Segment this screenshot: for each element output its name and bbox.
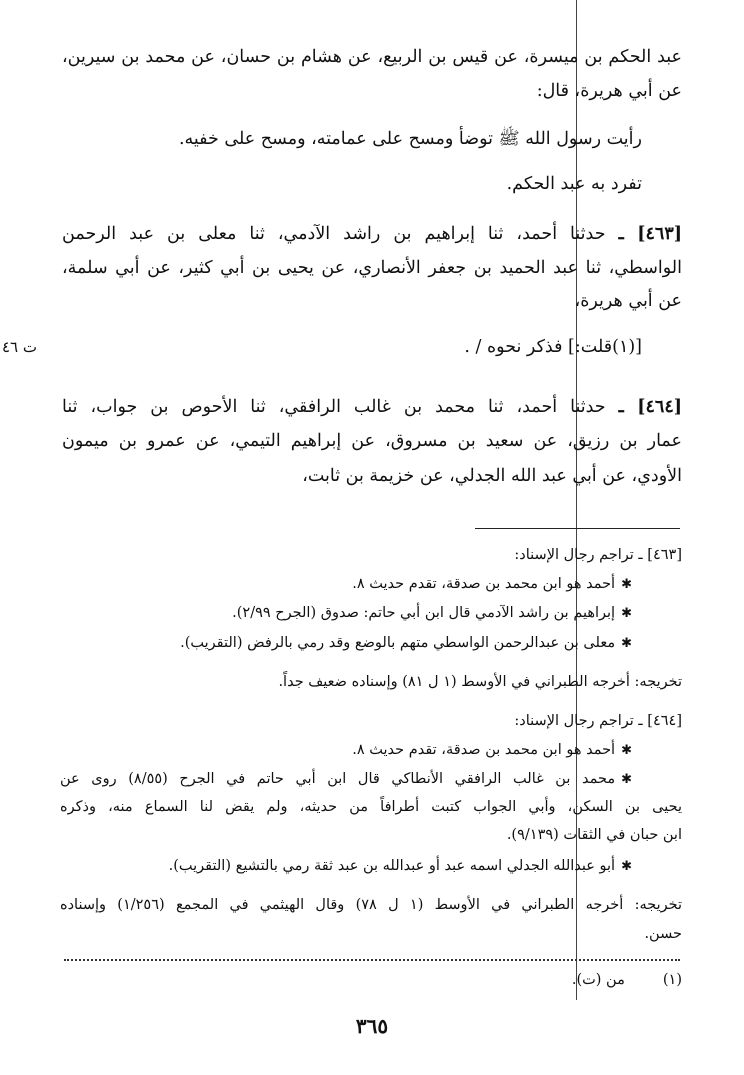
bullet-icon: ✱ bbox=[621, 577, 632, 592]
footnote-464-item-2-cont: يحيى بن السكن، وأبي الجواب كتبت أطرافاً من حديثه، ولم يقض لنا السماع منه، وذكره bbox=[60, 799, 682, 815]
bullet-icon: ✱ bbox=[621, 743, 632, 758]
footnote-464-takhrij: تخريجه: أخرجه الطبراني في الأوسط (١ ل ٧٨) وقال الهيثمي في المجمع (١/٢٥٦) وإسناده bbox=[60, 897, 683, 913]
footnote-464-item-1: ✱أحمد هو ابن محمد بن صدقة، تقدم حديث ٨. bbox=[352, 742, 632, 758]
footnote-464-item-2: ✱محمد بن غالب الرافقي الأنطاكي قال ابن أبي حاتم في الجرح (٨/٥٥) روى عن bbox=[60, 771, 633, 787]
footnote-1-number: (١) bbox=[662, 972, 682, 988]
bullet-icon: ✱ bbox=[621, 859, 632, 874]
bullet-icon: ✱ bbox=[621, 606, 632, 621]
text-line-1: عبد الحكم بن ميسرة، عن قيس بن الربيع، عن هشام بن حسان، عن محمد بن سيرين، bbox=[62, 47, 682, 67]
text-line-4: تفرد به عبد الحكم. bbox=[506, 174, 642, 194]
footnote-464-takhrij-end: حسن. bbox=[644, 926, 682, 942]
footnote-463-item-3: ✱معلى بن عبدالرحمن الواسطي متهم بالوضع وقد رمي بالرفض (التقريب). bbox=[180, 635, 632, 651]
footnote-463-takhrij: تخريجه: أخرجه الطبراني في الأوسط (١ ل ٨١) وإسناده ضعيف جداً. bbox=[278, 674, 682, 690]
footnote-464-heading: [٤٦٤] ـ تراجم رجال الإسناد: bbox=[514, 713, 682, 729]
bullet-icon: ✱ bbox=[621, 772, 633, 787]
hadith-463-isnad: حدثنا أحمد، ثنا إبراهيم بن راشد الآدمي، ثنا معلى بن عبد الرحمن bbox=[62, 224, 606, 244]
hadith-464-line-3: الأودي، عن أبي عبد الله الجدلي، عن خزيمة بن ثابت، bbox=[302, 466, 682, 486]
footnote-463-item-1: ✱أحمد هو ابن محمد بن صدقة، تقدم حديث ٨. bbox=[352, 576, 632, 592]
hadith-463-line-1 bbox=[62, 223, 682, 245]
footnote-463-item-2: ✱إبراهيم بن راشد الآدمي قال ابن أبي حاتم: صدوق (الجرح ٢/٩٩). bbox=[232, 605, 632, 621]
footnote-dotted-separator bbox=[64, 959, 680, 961]
margin-note: ت ٤٦ bbox=[2, 338, 38, 356]
bullet-icon: ✱ bbox=[621, 636, 632, 651]
footnote-1-text: من (ت). bbox=[571, 972, 625, 988]
footnote-1 bbox=[572, 970, 682, 990]
page-number: ٣٦٥ bbox=[355, 1014, 389, 1038]
footnote-separator bbox=[475, 528, 680, 529]
hadith-number-464: [٤٦٤] ـ bbox=[618, 397, 682, 417]
hadith-464-isnad: حدثنا أحمد، ثنا محمد بن غالب الرافقي، ثنا الأحوص بن جواب، ثنا bbox=[62, 397, 606, 417]
hadith-463-line-2: الواسطي، ثنا عبد الحميد بن جعفر الأنصاري، عن يحيى بن أبي كثير، عن أبي سلمة، bbox=[62, 258, 682, 278]
text-line-2: عن أبي هريرة، قال: bbox=[536, 81, 682, 101]
footnote-464-item-2-end: ابن حبان في الثقات (٩/١٣٩). bbox=[506, 827, 682, 843]
hadith-463-line-3: عن أبي هريرة، bbox=[574, 291, 682, 311]
hadith-number-463: [٤٦٣] ـ bbox=[618, 224, 683, 244]
hadith-464-line-1 bbox=[62, 396, 682, 418]
footnote-464-item-3: ✱أبو عبدالله الجدلي اسمه عبد أو عبدالله بن عبد ثقة رمي بالتشيع (التقريب). bbox=[168, 858, 632, 874]
hadith-463-line-4: [(١)قلت:] فذكر نحوه / . bbox=[464, 337, 642, 357]
hadith-464-line-2: عمار بن رزيق، عن سعيد بن مسروق، عن إبراهيم التيمي، عن عمرو بن ميمون bbox=[62, 431, 682, 451]
footnote-463-heading: [٤٦٣] ـ تراجم رجال الإسناد: bbox=[514, 547, 682, 563]
scan-fold-line bbox=[576, 0, 577, 1000]
hadith-quote: رأيت رسول الله ﷺ توضأ ومسح على عمامته، ومسح على خفيه. bbox=[178, 129, 642, 149]
